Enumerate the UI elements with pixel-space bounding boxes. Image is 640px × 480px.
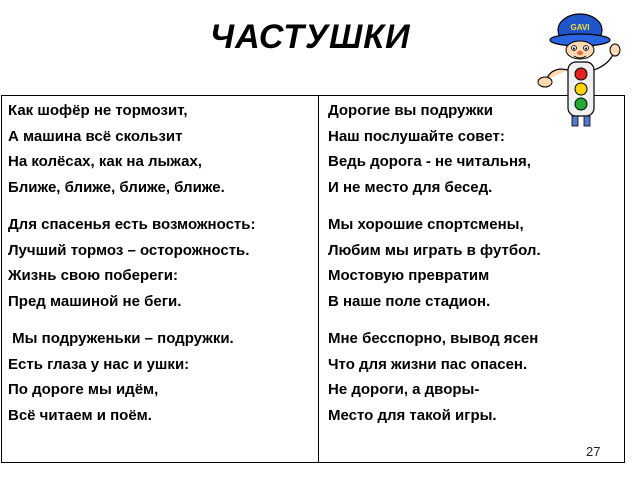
verse-line: Жизнь свою побереги: [8,267,178,284]
verse-line: Мы подруженьки – подружки. [8,330,234,347]
verse-line: Есть глаза у нас и ушки: [8,355,190,373]
stanza [8,326,313,428]
stanza [328,326,624,428]
verse-line: Ближе, ближе, ближе, ближе. [8,178,225,196]
stanza [328,212,624,314]
verse-line: Наш послушайте совет: [328,127,505,145]
column-divider [318,96,319,462]
verse-line: Любим мы играть в футбол. [328,241,541,259]
verse-line: Место для такой игры. [328,406,497,424]
verse-line: А машина всё скользит [8,127,183,145]
verse-line: Мы хорошие спортсмены, [328,216,524,233]
page-title: ЧАСТУШКИ [210,18,411,56]
traffic-light-mascot-icon [532,8,632,130]
verse-line: Для спасенья есть возможность: [8,216,256,233]
verse-line: И не место для бесед. [328,178,493,196]
verse-line: Не дороги, а дворы- [328,381,480,398]
verse-line: По дороге мы идём, [8,381,159,398]
verse-line: Ведь дорога - не читальня, [328,153,531,170]
stanza [8,98,313,200]
cap-label: GAVI [570,23,590,32]
verse-line: Пред машиной не беги. [8,292,182,310]
verse-line: Как шофёр не тормозит, [8,102,188,119]
stanza [8,212,313,314]
verse-line: Дорогие вы подружки [328,102,493,119]
verses-table [1,95,625,463]
verse-line: Мостовую превратим [328,267,490,284]
verse-line: Лучший тормоз – осторожность. [8,241,250,259]
page-number: 27 [586,444,601,459]
right-column [328,98,624,428]
verse-line: На колёсах, как на лыжах, [8,153,202,170]
left-column [8,98,313,428]
verse-line: В наше поле стадион. [328,292,491,310]
verse-line: Всё читаем и поём. [8,406,152,424]
verse-line: Мне бесспорно, вывод ясен [328,330,539,347]
verse-line: Что для жизни пас опасен. [328,355,528,373]
